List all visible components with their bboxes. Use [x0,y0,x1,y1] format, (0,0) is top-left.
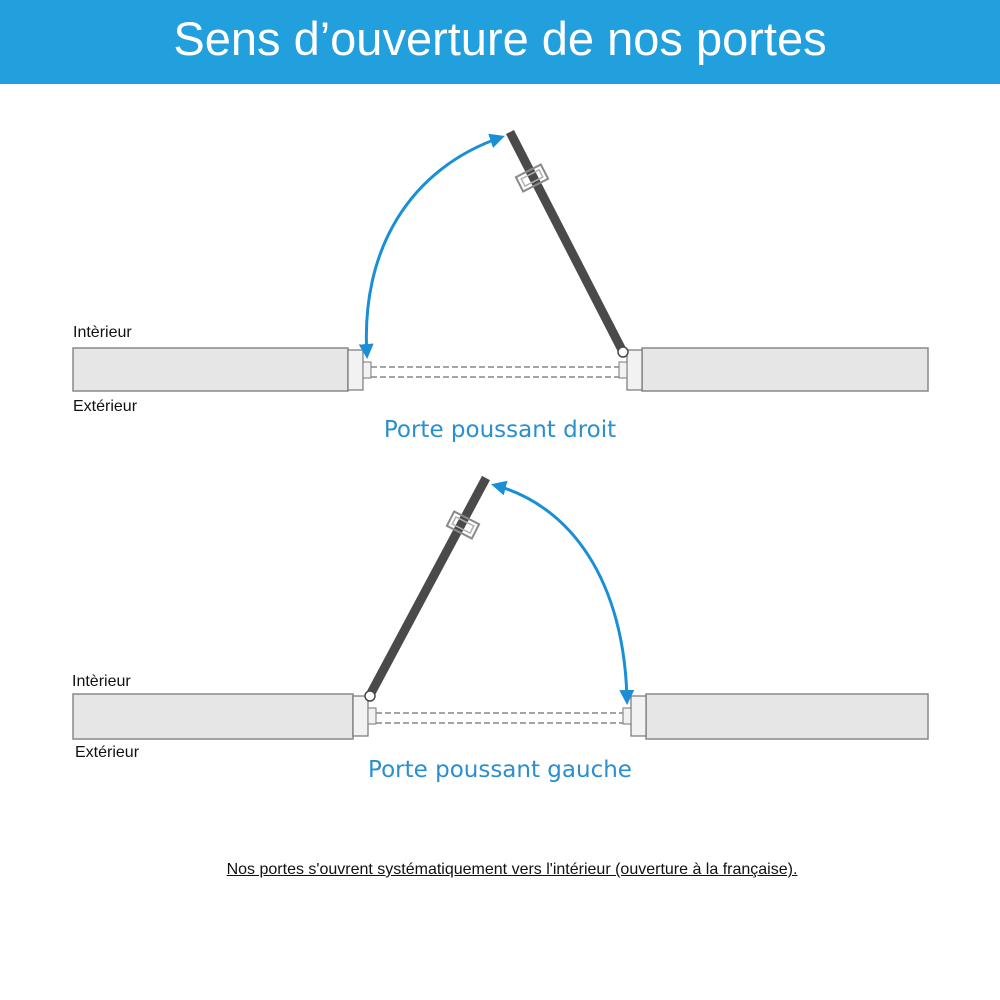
door-leaf [510,132,622,350]
wall-right [642,348,928,391]
stop-right [623,708,631,724]
label-outside: Extérieur [75,744,140,761]
label-inside: Intèrieur [72,673,131,690]
page-title: Sens d’ouverture de nos portes [173,11,827,65]
label-outside: Extérieur [73,398,138,415]
frame-left [353,696,368,736]
caption-push-left: Porte poussant gauche [368,757,632,783]
caption-push-right: Porte poussant droit [383,417,617,443]
frame-right [627,350,642,390]
swing-arrow-icon [494,485,627,702]
hinge-icon [618,347,628,357]
wall-left [73,348,348,391]
stop-right [619,362,627,378]
frame-left [348,350,363,390]
footnote: Nos portes s'ouvrent systématiquement vers l'intérieur (ouverture à la française). [226,861,798,878]
wall-right [646,694,928,739]
stop-left [368,708,376,724]
frame-right [631,696,646,736]
swing-arrow-icon [366,137,502,356]
hinge-icon [365,691,375,701]
diagram-push-right [73,132,928,391]
door-leaf [370,478,486,695]
wall-left [73,694,353,739]
stop-left [363,362,371,378]
diagram-push-left [73,478,928,739]
label-inside: Intèrieur [73,324,132,341]
